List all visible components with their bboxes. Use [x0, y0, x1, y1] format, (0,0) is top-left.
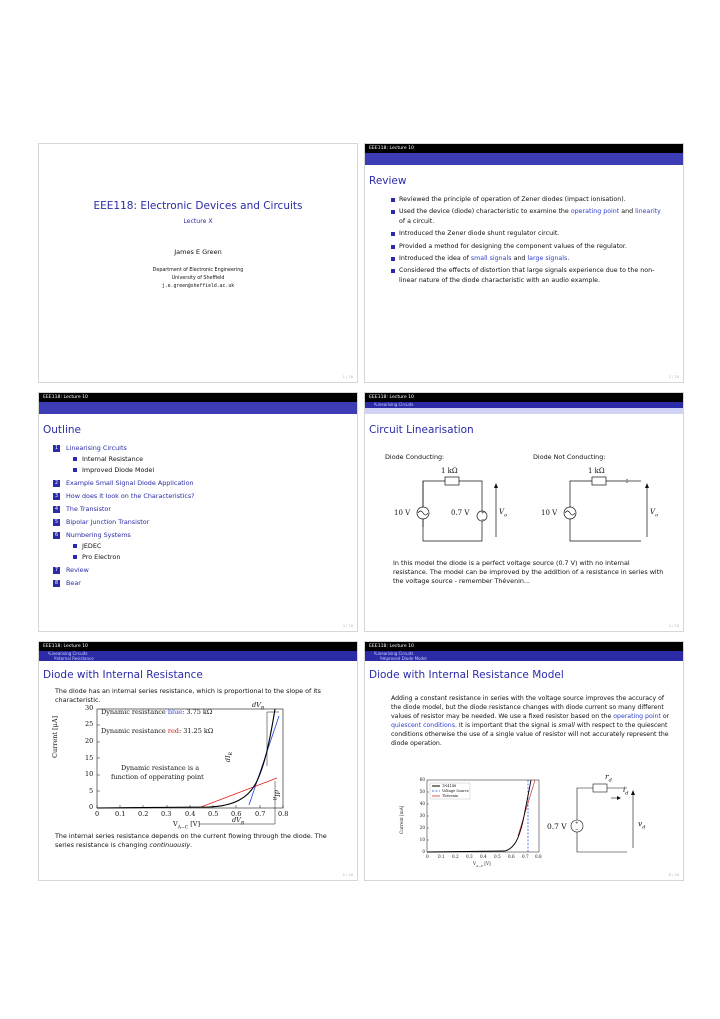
breadcrumb: └Linearising Circuits [365, 651, 683, 656]
small-signals-link[interactable]: small signals [470, 255, 512, 263]
intro-text: The diode has an internal series resistance, which is proportional to the slope of its characteristic. [55, 687, 321, 705]
title-slide-heading: EEE118: Electronic Devices and Circuits [93, 200, 303, 212]
slide-header: EEE118: Lecture 10 [365, 393, 683, 402]
review-item: Reviewed the principle of operation of Zener diodes (impact ionisation). [399, 195, 665, 204]
slide-5: EEE118: Lecture 10 └Linearising Circuits └Internal Resistance Diode with Internal Resistance The diode has an internal series resistance, which is proportional to the slope of its characteristic. 30 25 20 15 10 5 0 0 0.1 0.2 0.3 0.4 0.5 0.6 0.7 0.8 Current [μA] $V_{A-C}$ [V] Dynamic resistance blue: 3.75 kΩ Dynamic resistance red: 31.25 kΩ Dynamic resistance is a function of opperating point $dV_R$ $dI_R$ $dV_R$ $dI_R$ The internal series resistance depends on the current flowing through the diode. The series resistance is changing continuously. 5 / 28 [38, 641, 358, 881]
review-item: Introduced the Zener diode shunt regulator circuit. [399, 229, 665, 238]
outline-list [53, 444, 357, 587]
chart-note-line2: function of opperating point [111, 773, 204, 781]
di-annotation-right: $dI_R$ [270, 790, 282, 801]
legend-voltage-source: Voltage Source [442, 788, 469, 793]
di-annotation-left: $dI_R$ [223, 752, 235, 763]
outline-section[interactable]: 1 Linearising Circuits [54, 444, 127, 452]
dynamic-resistance-red: Dynamic resistance red: 31.25 kΩ [101, 727, 214, 735]
outline-section[interactable]: 2 Example Small Signal Diode Application [54, 479, 194, 487]
review-item: Used the device (diode) characteristic to examine the operating point and linearity of a circuit. [399, 207, 665, 226]
page-number: 2 / 28 [668, 375, 679, 379]
header-bar [365, 153, 683, 165]
department: Department of Electronic Engineering [152, 268, 244, 273]
y-ticks: 60 50 40 30 20 10 0 [419, 777, 425, 854]
breadcrumb-sub: └Internal Resistance [39, 656, 357, 661]
slide-6: EEE118: Lecture 10 └Linearising Circuits └Improved Diode Model Diode with Internal Resistance Model Adding a constant resistance in series with the voltage source improves the accuracy of the diode model, but the diode resistance changes with diode current so many different values of resistor may be needed. We use a fixed resistor based on the operating point or quiescent conditions. It is important that the signal is small with respect to the quiescent conditions otherwise the use of a single value of resistor will not accurately represent the diode operation. + − 1N4148 Voltage Source Thévenin 60 50 40 30 20 10 0 0 0.1 0.2 0.3 0.4 0.5 0.6 0.7 0.8 Current [mA] $V_{A-C}$ [V] $r_d$ $i_d$ 0.7 V $v_d$ 6 / 28 [364, 641, 684, 881]
x-axis-label: $V_{A-C}$ [V] [173, 820, 201, 831]
page-number: 4 / 28 [668, 624, 679, 628]
header-bar [365, 408, 683, 414]
breadcrumb: └Linearising Circuits [39, 651, 357, 656]
y-tick-15: 15 [85, 754, 94, 762]
author-name: James E Green [174, 248, 222, 256]
y-tick-25: 25 [85, 720, 94, 728]
y-tick-0: 0 [89, 803, 94, 811]
slide-title: Review [369, 175, 407, 187]
breadcrumb-sub: └Improved Diode Model [365, 656, 683, 661]
university: University of Sheffield [171, 276, 225, 281]
source-label: 0.7 V [547, 822, 567, 831]
breadcrumb: └Linearising Circuits [365, 402, 683, 408]
circuit-diagram [365, 459, 683, 559]
slide-3 [38, 392, 358, 632]
slide-header: EEE118: Lecture 10 [39, 642, 357, 651]
y-tick-30: 30 [85, 704, 94, 712]
outline-subsection[interactable]: Improved Diode Model [73, 466, 357, 474]
slide-header: EEE118: Lecture 10 [365, 642, 683, 651]
x-tick-labels: 0 0.1 0.2 0.3 0.4 0.5 0.6 0.7 0.8 [95, 810, 289, 818]
slide-4 [364, 392, 684, 632]
dv-annotation-bottom: $dV_R$ [232, 816, 245, 827]
legend-thevenin: Thévenin [442, 793, 459, 798]
outline-section[interactable]: 7 Review [54, 566, 89, 574]
diode-conducting-label: Diode Conducting: [385, 453, 445, 461]
svg-text:+: + [481, 511, 485, 516]
model-explanation: In this model the diode is a perfect voltage source (0.7 V) with no internal resistance. The model can be improved by the addition of a resistance in series with the voltage source - remember Thévenin... [393, 559, 664, 586]
vo-label-left: $V_o$ [499, 508, 508, 519]
review-item: Considered the effects of distortion that large signals experience due to the non-linear nature of the diode characteristic with an audio example. [399, 266, 665, 285]
page-number: 3 / 28 [342, 624, 353, 628]
dynamic-resistance-blue: Dynamic resistance blue: 3.75 kΩ [101, 708, 213, 716]
outline-subsections [73, 542, 357, 561]
y-tick-5: 5 [89, 787, 94, 795]
vo-label-right: $V_o$ [650, 508, 659, 519]
outline-section[interactable]: 6 Numbering Systems [54, 531, 131, 539]
model-text: Adding a constant resistance in series with the voltage source improves the accuracy of the diode model, but the diode resistance changes with diode current so many different values of resistor may be needed. We use a fixed resistor based on the operating point or quiescent conditions. It is important that the signal is small with respect to the quiescent conditions otherwise the use of a single value of resistor will not accurately represent the diode operation. [391, 695, 670, 747]
review-list [365, 195, 683, 285]
vd-label: $v_d$ [638, 819, 646, 831]
slide-header: EEE118: Lecture 10 [39, 393, 357, 402]
outline-section[interactable]: 3 How does it look on the Characteristics? [54, 492, 195, 500]
outline-subsections [73, 455, 357, 474]
page-number: 5 / 28 [342, 873, 353, 877]
page-number: 1 / 28 [342, 375, 353, 379]
slide-title: Circuit Linearisation [369, 424, 474, 436]
source-label-right: 10 V [541, 509, 558, 517]
slide-title: Outline [43, 424, 81, 436]
outline-subsection[interactable]: Internal Resistance [73, 455, 357, 463]
x-axis-label: $V_{A-C}$ [V] [473, 861, 491, 868]
outline-subsection[interactable]: JEDEC [73, 542, 357, 550]
slide-title: Diode with Internal Resistance [43, 669, 203, 681]
diode-voltage-label: 0.7 V [451, 509, 470, 517]
outline-section[interactable]: 5 Bipolar Junction Transistor [54, 518, 150, 526]
y-tick-20: 20 [85, 737, 94, 745]
linearity-link[interactable]: linearity [635, 208, 661, 216]
email-address[interactable]: j.e.green@sheffield.ac.uk [161, 284, 235, 289]
svg-text:−: − [575, 828, 579, 833]
legend-1n4148: 1N4148 [442, 783, 457, 788]
dv-annotation-top: $dV_R$ [252, 701, 265, 712]
slide-title: Diode with Internal Resistance Model [369, 669, 564, 681]
slide-1 [38, 143, 358, 383]
large-signals-link[interactable]: large signals [527, 255, 568, 263]
svg-text:−: − [481, 518, 485, 523]
diode-model-chart [365, 776, 683, 876]
operating-point-link[interactable]: operating point [570, 208, 620, 216]
outline-section[interactable]: 4 The Transistor [54, 505, 111, 513]
review-item: Introduced the idea of small signals and large signals. [399, 254, 665, 263]
outline-section[interactable]: 8 Bear [54, 579, 81, 587]
slide-header: EEE118: Lecture 10 [365, 144, 683, 153]
resistor-label-right: 1 kΩ [588, 467, 605, 475]
header-bar [39, 402, 357, 414]
outline-subsection[interactable]: Pro Electron [73, 553, 357, 561]
chart-note-line1: Dynamic resistance is a [121, 764, 200, 772]
lecture-label: Lecture X [183, 218, 213, 225]
rd-label: $r_d$ [605, 772, 612, 784]
slide-2 [364, 143, 684, 383]
y-tick-10: 10 [85, 770, 94, 778]
outro-text: The internal series resistance depends on the current flowing through the diode. The series resistance is changing continuously. [55, 832, 327, 850]
x-ticks: 0 0.1 0.2 0.3 0.4 0.5 0.6 0.7 0.8 [426, 854, 542, 859]
id-label: $i_d$ [623, 786, 629, 797]
source-label-left: 10 V [394, 509, 411, 517]
page-number: 6 / 28 [668, 873, 679, 877]
resistor-label-left: 1 kΩ [441, 467, 458, 475]
svg-text:+: + [575, 821, 579, 826]
diode-not-conducting-label: Diode Not Conducting: [533, 453, 606, 461]
review-item: Provided a method for designing the component values of the regulator. [399, 242, 665, 251]
